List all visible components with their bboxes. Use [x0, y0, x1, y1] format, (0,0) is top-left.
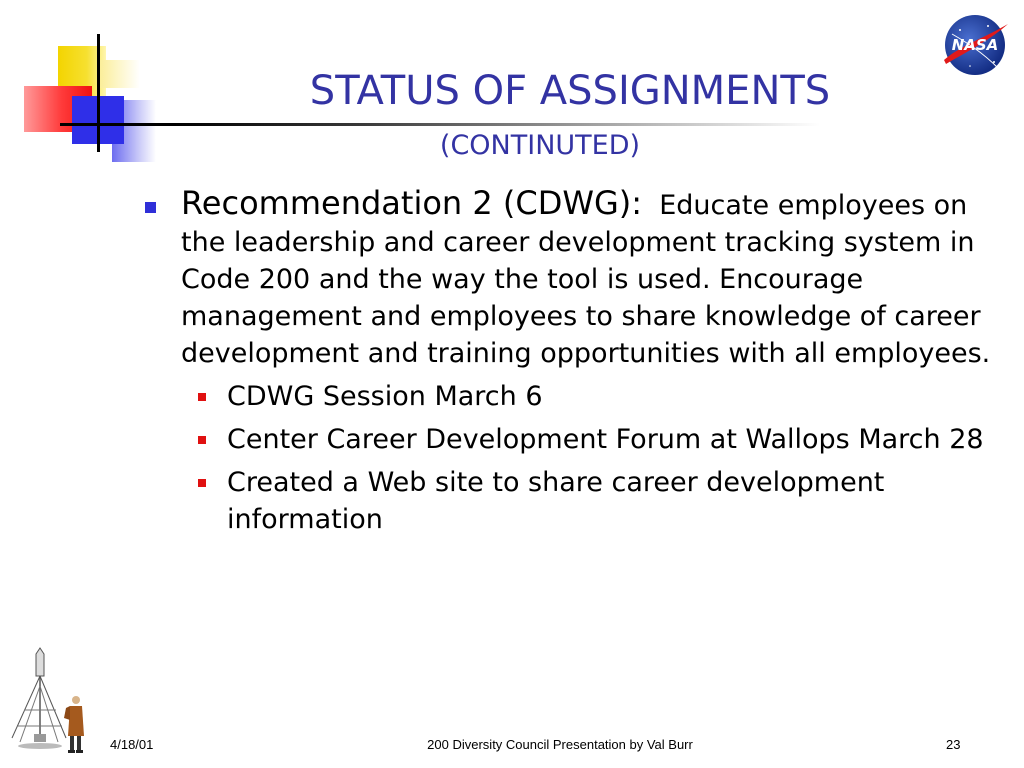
sub-bullet — [145, 378, 1005, 415]
main-bullet-lead: Recommendation 2 (CDWG): — [181, 184, 643, 222]
slide-title: STATUS OF ASSIGNMENTS — [309, 68, 831, 114]
footer-date: 4/18/01 — [110, 737, 154, 752]
slide-subtitle: (CONTINUTED) — [439, 130, 641, 161]
nasa-logo-icon — [940, 12, 1010, 78]
title-underline — [60, 123, 820, 126]
red-square-bullet-icon — [198, 393, 206, 401]
footer-title: 200 Diversity Council Presentation by Val Burr — [427, 737, 693, 752]
slide-body — [145, 185, 1005, 538]
sub-bullet-text: CDWG Session March 6 — [227, 381, 543, 412]
main-bullet-text: Educate employees on the leadership and career development tracking system in Code 200 and the way the tool is used. Encourage management and employees to share knowledge of career development and training opportunities with all employees. — [181, 190, 991, 369]
sub-bullet — [145, 421, 1005, 458]
nasa-logo-text: NASA — [951, 36, 999, 54]
red-square-bullet-icon — [198, 436, 206, 444]
sub-bullet-text: Created a Web site to share career development information — [227, 467, 885, 535]
sub-bullet — [145, 464, 1005, 538]
main-bullet — [145, 185, 1005, 372]
corner-square-yellow-light — [100, 60, 140, 88]
red-square-bullet-icon — [198, 479, 206, 487]
corner-vertical-line — [97, 34, 100, 152]
page-number: 23 — [946, 737, 961, 752]
square-bullet-icon — [145, 202, 156, 213]
rocket-illustration-icon — [6, 646, 92, 758]
sub-bullet-text: Center Career Development Forum at Wallops March 28 — [227, 424, 984, 455]
